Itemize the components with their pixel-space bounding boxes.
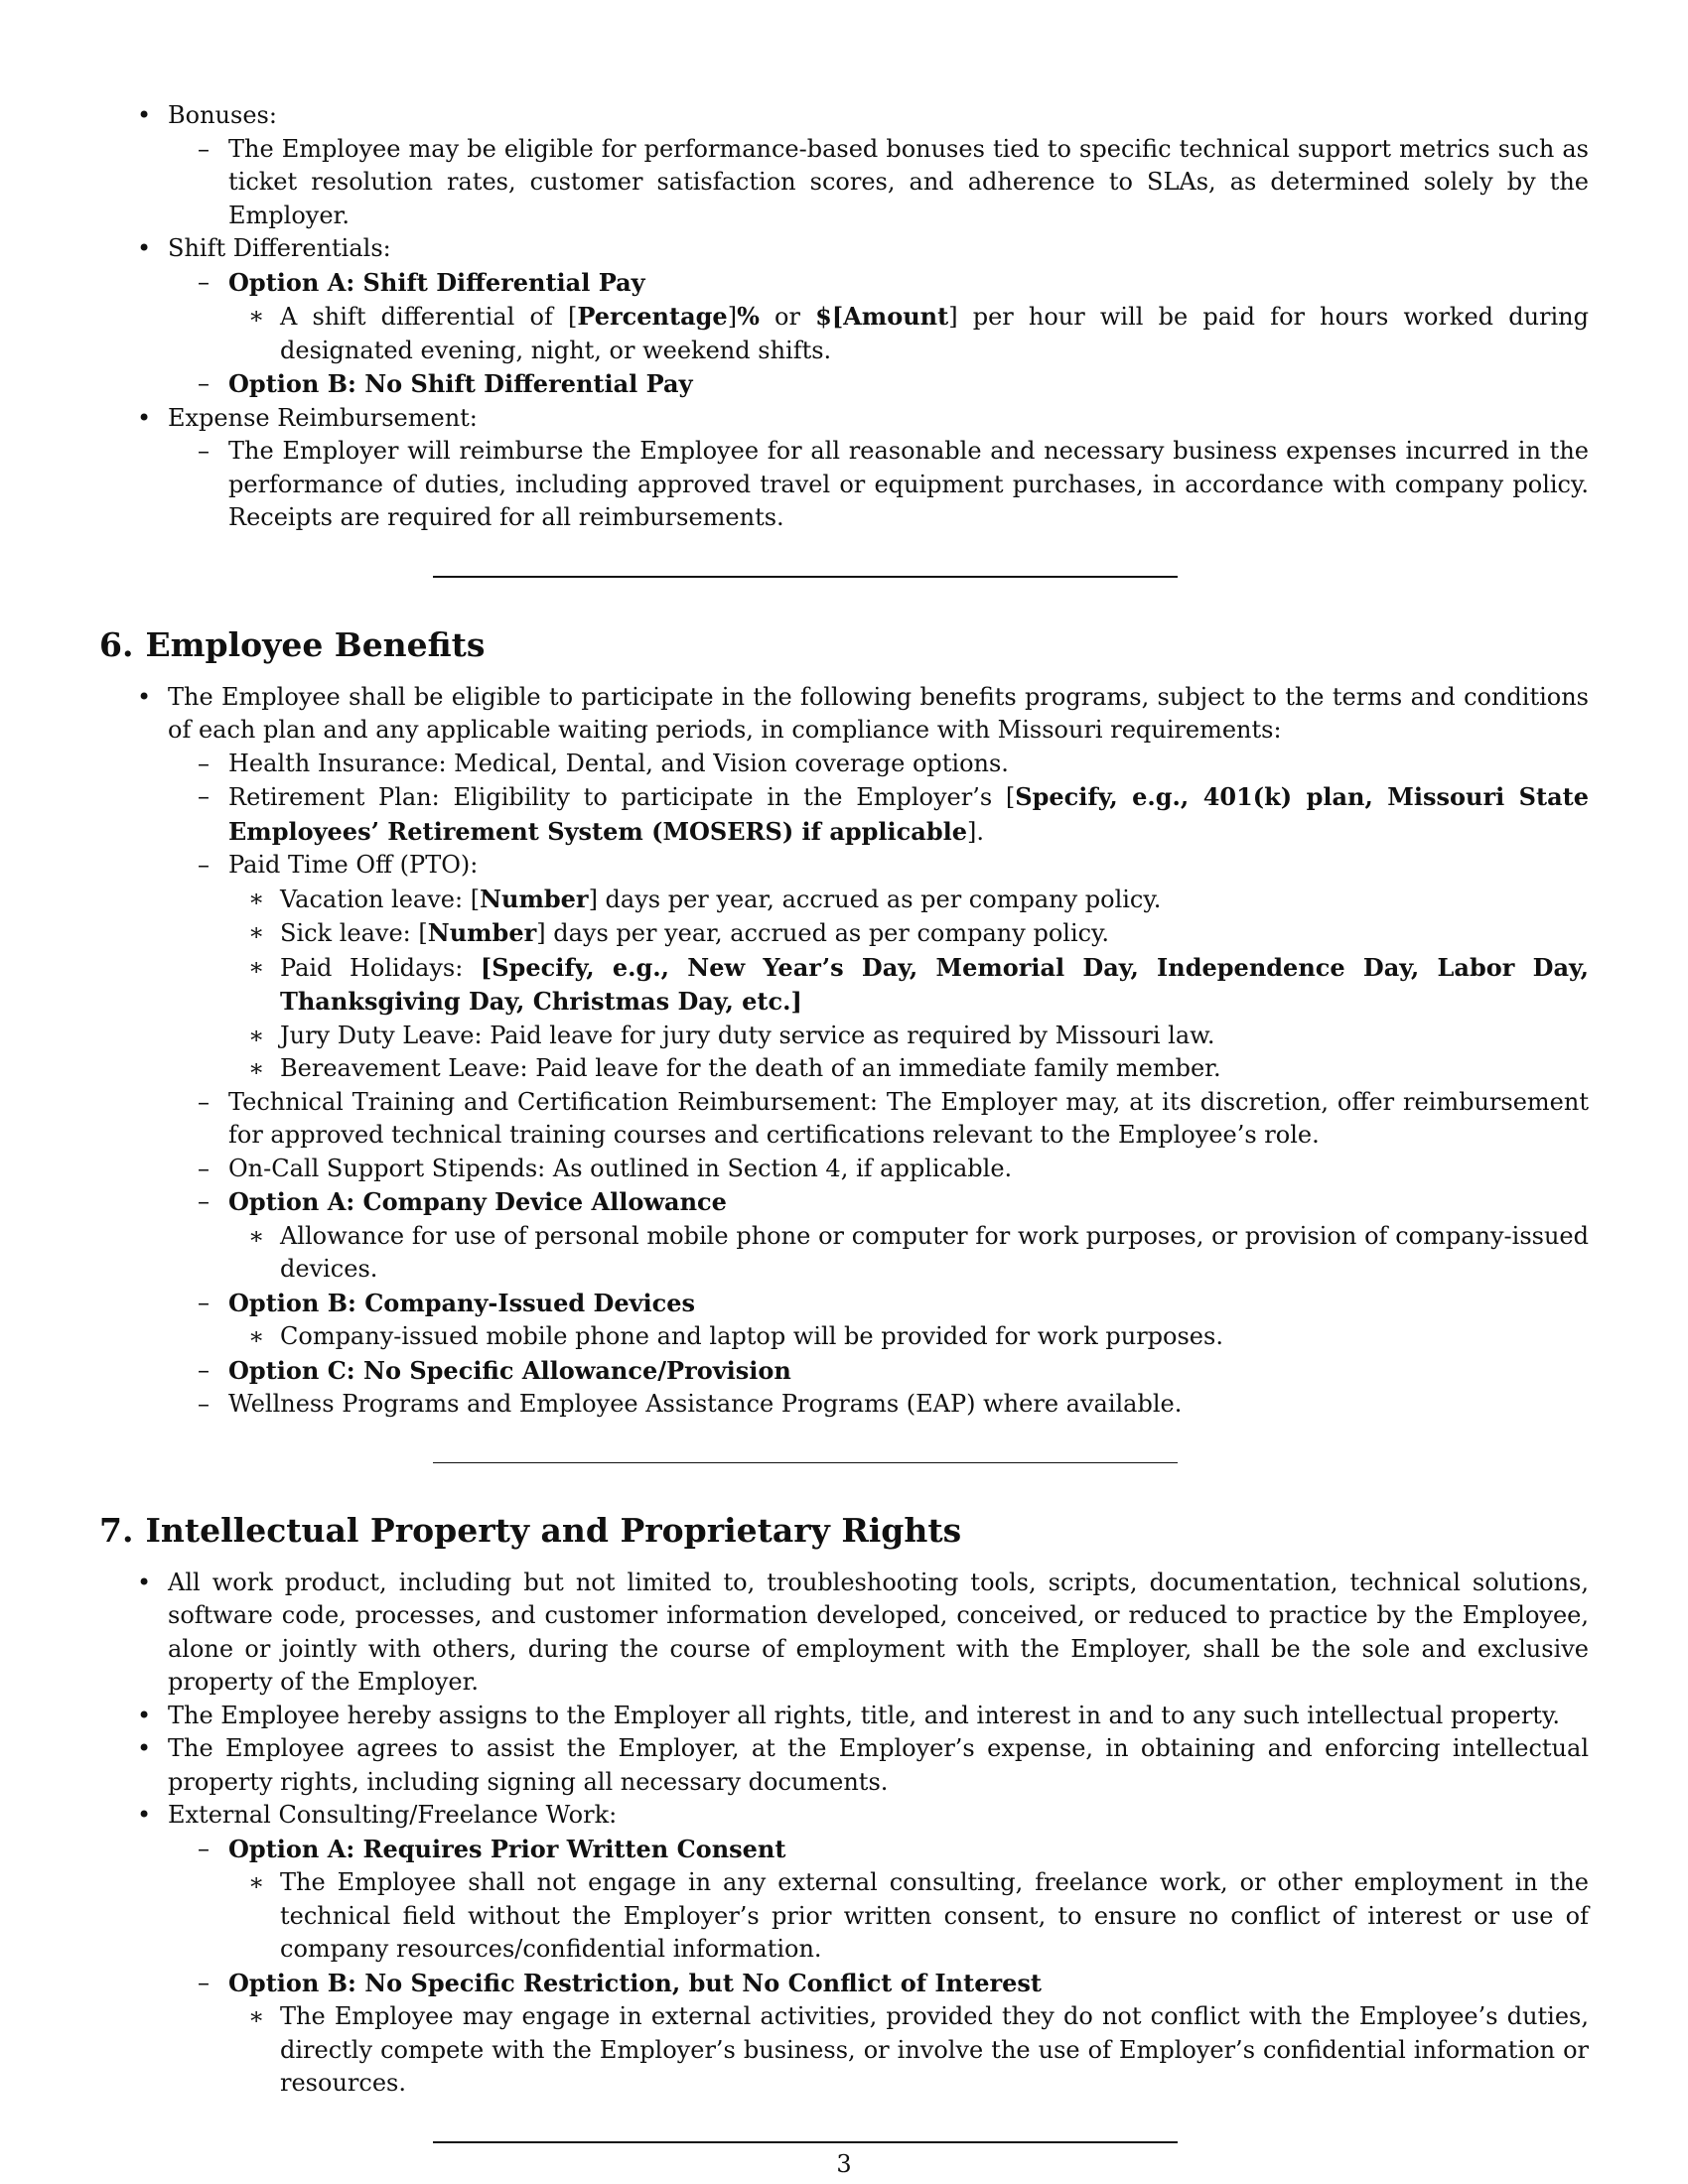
ip-work-product: All work product, including but not limited to, troubleshooting tools, scripts, documentation, technical solutions, software code, processes, and customer information developed, conceived, or reduced to practice by the Employee, alone or jointly with others, during the course of employment with the Employer, shall be the sole and exclusive property of the Employer.: [168, 1568, 1589, 1696]
list-item: [168, 748, 1589, 781]
list-item: [228, 883, 1589, 917]
section-heading: [99, 625, 1589, 665]
list-item: [228, 1866, 1589, 1967]
shift-a-pct-sign: %: [737, 302, 760, 331]
external-option-b: Option B: No Specific Restriction, but No Conflict of Interest: [228, 1968, 1042, 1997]
list-item: [168, 133, 1589, 233]
ip-assignment: The Employee hereby assigns to the Employer all rights, title, and interest in and to any such intellectual property.: [168, 1701, 1560, 1729]
wellness: Wellness Programs and Employee Assistance Programs (EAP) where available.: [228, 1390, 1183, 1418]
vacation-text-1: Vacation leave: [: [280, 885, 481, 913]
shift-a-percentage: Percentage: [577, 302, 728, 331]
list-item: [168, 780, 1589, 849]
device-option-c: Option C: No Specific Allowance/Provision: [228, 1355, 791, 1385]
section-number: 7.: [99, 1510, 134, 1550]
external-work-label: External Consulting/Freelance Work:: [168, 1801, 618, 1829]
ip-assistance: The Employee agrees to assist the Employer, at the Employer’s expense, in obtaining and enforcing intellectual property rights, including signing all necessary documents.: [168, 1734, 1589, 1796]
device-option-b-text: Company-issued mobile phone and laptop will be provided for work purposes.: [280, 1322, 1223, 1350]
list-item: [168, 435, 1589, 535]
vacation-placeholder: Number: [480, 884, 589, 913]
list-item: [228, 300, 1589, 367]
section-number: 6.: [99, 624, 134, 664]
health-insurance: Health Insurance: Medical, Dental, and Vision coverage options.: [228, 749, 1009, 777]
list-item: [228, 1052, 1589, 1086]
shift-option-b: Option B: No Shift Differential Pay: [228, 369, 693, 398]
device-option-a: Option A: Company Device Allowance: [228, 1187, 727, 1216]
list-item: [99, 99, 1589, 232]
page-number: 3: [836, 2150, 852, 2178]
list-item: [99, 1732, 1589, 1799]
external-option-a-text: The Employee shall not engage in any external consulting, freelance work, or other employment in the technical field without the Employer’s prior written consent, to ensure no conflict of interest or use of company resources/confidential information.: [280, 1868, 1589, 1963]
list-item: [168, 1153, 1589, 1186]
benefits-intro: The Employee shall be eligible to participate in the following benefits programs, subject to the terms and conditions of each plan and any applicable waiting periods, in compliance with Missouri requirements:: [168, 682, 1589, 744]
list-item: [228, 1020, 1589, 1053]
shift-a-text-4: ] per hour will be paid for hours worked during designated evening, night, or weekend shifts.: [280, 303, 1589, 364]
list-item: [228, 1320, 1589, 1354]
list-item: [228, 2000, 1589, 2101]
list-item: [168, 266, 1589, 368]
retirement-placeholder: Specify, e.g., 401(k) plan, Missouri State Employees’ Retirement System (MOSERS) if applicable: [228, 782, 1590, 846]
list-item: [168, 1287, 1589, 1354]
expense-label: Expense Reimbursement:: [168, 403, 478, 432]
section-divider: [433, 1462, 1178, 1463]
list-item: [228, 916, 1589, 951]
list-item: [168, 1833, 1589, 1967]
vacation-text-2: ] days per year, accrued as per company policy.: [588, 885, 1162, 913]
benefits-list: [99, 681, 1589, 1422]
device-option-b: Option B: Company-Issued Devices: [228, 1288, 696, 1317]
ip-list: [99, 1567, 1589, 2101]
list-item: [99, 1567, 1589, 1700]
list-item: [168, 1354, 1589, 1389]
holidays-text: Paid Holidays:: [280, 953, 481, 982]
list-item: [99, 1700, 1589, 1733]
shift-a-text-3: or: [759, 303, 816, 331]
list-item: [228, 1220, 1589, 1287]
sick-placeholder: Number: [427, 918, 537, 947]
list-item: [168, 1967, 1589, 2101]
shift-option-a: Option A: Shift Differential Pay: [228, 267, 645, 297]
compensation-list: [99, 99, 1589, 535]
external-option-a: Option A: Requires Prior Written Consent: [228, 1834, 786, 1863]
list-item: [99, 232, 1589, 402]
expense-text: The Employer will reimburse the Employee for all reasonable and necessary business expenses incurred in the performance of duties, including approved travel or equipment purchases, in accordance with company policy. Receipts are required for all reimbursements.: [228, 437, 1589, 531]
jury-duty: Jury Duty Leave: Paid leave for jury duty service as required by Missouri law.: [280, 1021, 1215, 1049]
section-heading: [99, 1511, 1589, 1551]
shift-a-text-2: ]: [727, 303, 738, 331]
list-item: [99, 681, 1589, 1422]
pto-label: Paid Time Off (PTO):: [228, 851, 479, 879]
section-title: Employee Benefits: [145, 624, 486, 664]
section-title: Intellectual Property and Proprietary Rights: [145, 1510, 962, 1550]
list-item: [168, 1086, 1589, 1153]
list-item: [99, 402, 1589, 535]
holidays-placeholder: [Specify, e.g., New Year’s Day, Memorial Day, Independence Day, Labor Day, Thanksgiving Day, Christmas Day, etc.]: [280, 952, 1590, 1016]
list-item: [168, 849, 1589, 1086]
section-divider: [433, 2141, 1178, 2143]
list-item: [228, 951, 1589, 1020]
list-item: [168, 1185, 1589, 1287]
bonuses-label: Bonuses:: [168, 101, 277, 129]
retirement-text-1: Retirement Plan: Eligibility to participate in the Employer’s [: [228, 783, 1016, 811]
list-item: [168, 1388, 1589, 1422]
page-content: [99, 99, 1589, 2143]
shift-label: Shift Differentials:: [168, 234, 391, 262]
external-option-b-text: The Employee may engage in external activities, provided they do not conflict with the Employee’s duties, directly compete with the Employer’s business, or involve the use of Employer’s confidential information or resources.: [280, 2002, 1589, 2097]
section-divider: [433, 576, 1178, 578]
shift-a-text-1: A shift differential of [: [280, 303, 578, 331]
bonuses-text: The Employee may be eligible for performance-based bonuses tied to specific technical support metrics such as ticket resolution rates, customer satisfaction scores, and adherence to SLAs, as determined solely by the Employer.: [228, 134, 1589, 229]
training: Technical Training and Certification Reimbursement: The Employer may, at its discretion, offer reimbursement for approved technical training courses and certifications relevant to the Employee’s role.: [228, 1087, 1589, 1149]
list-item: [168, 367, 1589, 402]
list-item: [99, 1799, 1589, 2101]
on-call: On-Call Support Stipends: As outlined in Section 4, if applicable.: [228, 1154, 1013, 1182]
sick-text-2: ] days per year, accrued as per company policy.: [536, 919, 1110, 947]
shift-a-amount: $[Amount: [815, 302, 949, 331]
sick-text-1: Sick leave: [: [280, 919, 428, 947]
retirement-text-2: ].: [967, 817, 984, 846]
device-option-a-text: Allowance for use of personal mobile phone or computer for work purposes, or provision of company-issued devices.: [280, 1221, 1589, 1283]
bereavement: Bereavement Leave: Paid leave for the death of an immediate family member.: [280, 1054, 1221, 1082]
